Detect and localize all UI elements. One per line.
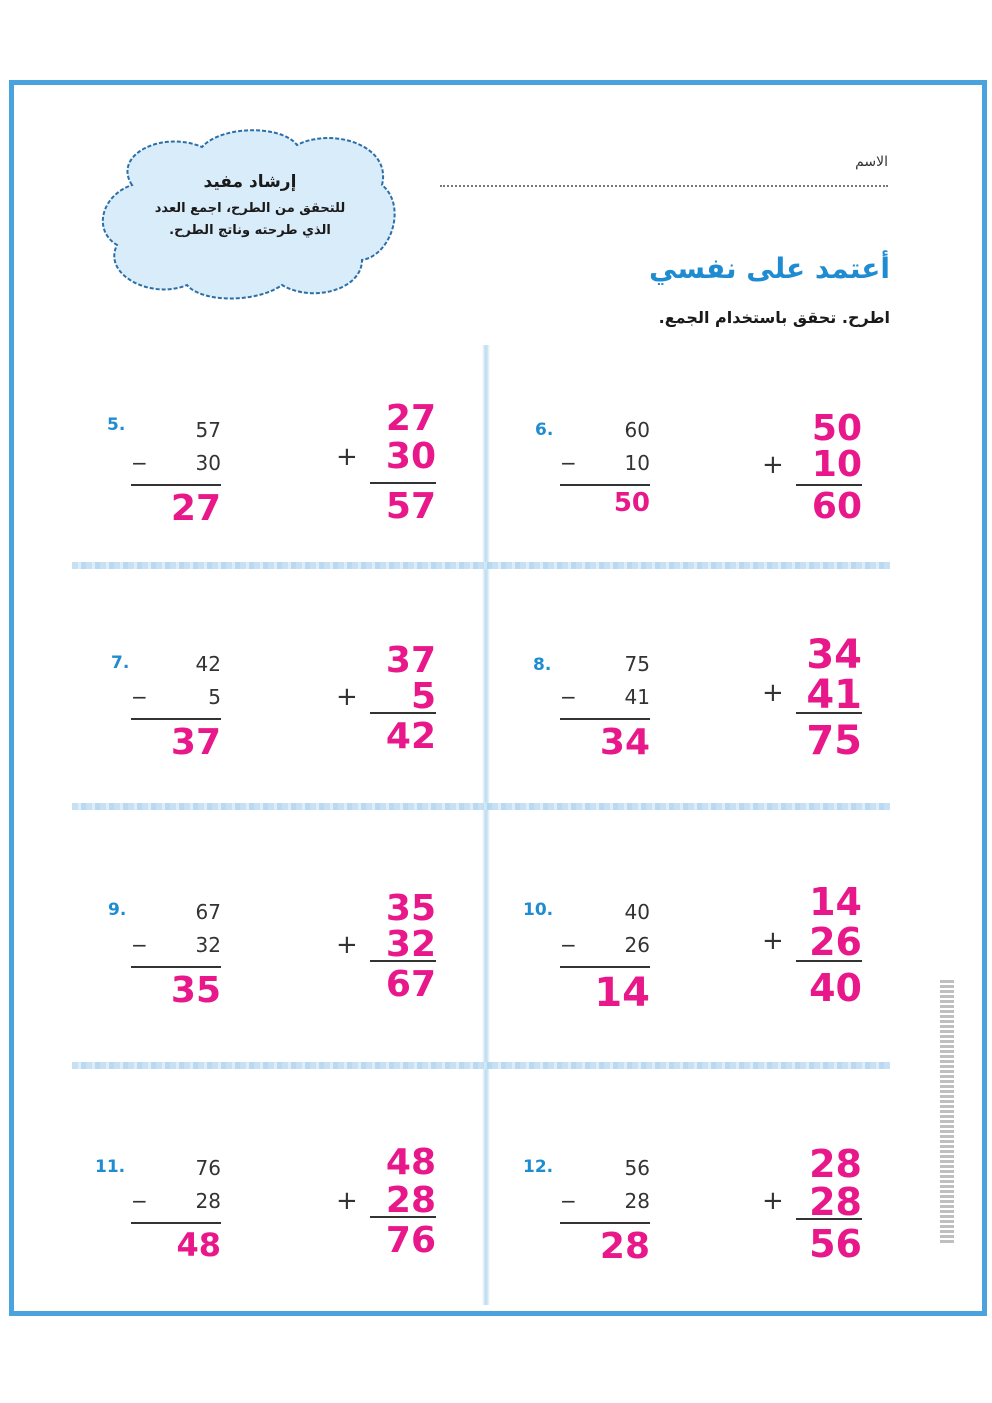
addend-top[interactable]: 14 [809, 880, 862, 924]
minus-sign: − [560, 685, 577, 709]
minuend: 57 [195, 418, 221, 442]
addend-top[interactable]: 48 [385, 1142, 436, 1183]
row-divider [72, 1062, 890, 1069]
addition-check [336, 640, 436, 765]
minuend: 42 [195, 652, 221, 676]
minuend: 40 [624, 900, 650, 924]
addition-check [336, 398, 436, 527]
sum-line [370, 482, 436, 484]
difference-answer[interactable]: 27 [170, 488, 221, 529]
addend-bottom[interactable]: 32 [385, 924, 436, 965]
difference-answer[interactable]: 48 [176, 1226, 221, 1264]
tip-title: إرشاد مفيد [203, 172, 297, 192]
problem-number: 11. [95, 1157, 126, 1177]
minuend: 67 [195, 900, 221, 924]
subtraction-problem [131, 418, 221, 538]
problem-number: 6. [535, 420, 554, 440]
row-divider [72, 562, 890, 569]
addend-bottom[interactable]: 28 [809, 1180, 862, 1224]
subtrahend: 41 [624, 685, 650, 709]
subtraction-problem [131, 1156, 221, 1276]
subtrahend: 32 [195, 933, 221, 957]
plus-sign: + [762, 1186, 784, 1216]
minus-sign: − [131, 451, 148, 475]
addition-check [762, 880, 862, 1010]
addend-top[interactable]: 37 [385, 640, 436, 681]
answer-line [131, 718, 221, 720]
plus-sign: + [762, 450, 784, 480]
sum-answer[interactable]: 56 [809, 1222, 862, 1266]
minus-sign: − [131, 1189, 148, 1213]
plus-sign: + [762, 678, 784, 708]
minuend: 76 [195, 1156, 221, 1180]
sum-line [796, 712, 862, 714]
plus-sign: + [336, 442, 358, 472]
sum-line [796, 1218, 862, 1220]
sum-answer[interactable]: 76 [385, 1220, 436, 1261]
addend-bottom[interactable]: 10 [811, 444, 862, 485]
addition-check [336, 888, 436, 1013]
plus-sign: + [336, 1186, 358, 1216]
plus-sign: + [762, 926, 784, 956]
subtrahend: 28 [624, 1189, 650, 1213]
name-label: الاسم [855, 154, 888, 170]
sum-line [370, 1216, 436, 1218]
addend-top[interactable]: 34 [806, 632, 862, 678]
sum-answer[interactable]: 42 [385, 716, 436, 757]
addend-top[interactable]: 50 [811, 408, 862, 449]
sum-answer[interactable]: 40 [809, 966, 862, 1010]
subtraction-problem [131, 900, 221, 1020]
addend-bottom[interactable]: 26 [809, 920, 862, 964]
minus-sign: − [131, 685, 148, 709]
addend-top[interactable]: 35 [385, 888, 436, 929]
tip-line: الذي طرحته وناتج الطرح. [169, 223, 331, 238]
subtraction-problem [560, 652, 650, 772]
addend-top[interactable]: 28 [809, 1142, 862, 1186]
difference-answer[interactable]: 14 [594, 970, 650, 1016]
instructions: اطرح. تحقق باستخدام الجمع. [658, 308, 890, 327]
subtraction-problem [560, 418, 650, 538]
plus-sign: + [336, 930, 358, 960]
answer-line [560, 1222, 650, 1224]
sum-line [796, 960, 862, 962]
minuend: 56 [624, 1156, 650, 1180]
subtrahend: 28 [195, 1189, 221, 1213]
name-input-line[interactable] [440, 185, 888, 187]
sum-answer[interactable]: 75 [806, 718, 862, 764]
subtraction-problem [131, 652, 221, 772]
sum-answer[interactable]: 60 [811, 486, 862, 527]
minus-sign: − [560, 451, 577, 475]
answer-line [560, 966, 650, 968]
addition-check [762, 1142, 862, 1267]
minus-sign: − [560, 933, 577, 957]
addend-bottom[interactable]: 41 [806, 672, 862, 718]
subtraction-problem [560, 1156, 650, 1276]
problem-number: 5. [107, 415, 126, 435]
sum-line [370, 960, 436, 962]
tip-body [110, 198, 390, 242]
addend-top[interactable]: 27 [385, 398, 436, 439]
subtrahend: 10 [624, 451, 650, 475]
sum-answer[interactable]: 57 [385, 486, 436, 527]
addition-check [336, 1142, 436, 1267]
answer-line [131, 484, 221, 486]
page-title: أعتمد على نفسي [649, 252, 890, 285]
sum-line [370, 712, 436, 714]
answer-line [560, 484, 650, 486]
subtrahend: 5 [208, 685, 221, 709]
addend-bottom[interactable]: 28 [385, 1180, 436, 1221]
answer-line [131, 966, 221, 968]
problem-number: 9. [108, 900, 127, 920]
answer-line [560, 718, 650, 720]
addition-check [762, 632, 862, 764]
sum-answer[interactable]: 67 [385, 964, 436, 1005]
minuend: 60 [624, 418, 650, 442]
addend-bottom[interactable]: 30 [385, 436, 436, 477]
minus-sign: − [131, 933, 148, 957]
minus-sign: − [560, 1189, 577, 1213]
vertical-divider [482, 345, 490, 1305]
plus-sign: + [336, 682, 358, 712]
problem-number: 10. [523, 900, 554, 920]
addend-bottom[interactable]: 5 [410, 676, 436, 717]
answer-line [131, 1222, 221, 1224]
subtrahend: 30 [195, 451, 221, 475]
tip-line: للتحقق من الطرح، اجمع العدد [154, 201, 346, 216]
subtrahend: 26 [624, 933, 650, 957]
copyright-strip [940, 980, 954, 1245]
difference-answer[interactable]: 37 [170, 722, 221, 763]
difference-answer[interactable]: 28 [599, 1226, 650, 1267]
difference-answer[interactable]: 34 [599, 722, 650, 763]
row-divider [72, 803, 890, 810]
addition-check [762, 408, 862, 533]
problem-number: 12. [523, 1157, 554, 1177]
difference-answer[interactable]: 50 [613, 488, 650, 518]
problem-number: 8. [533, 655, 552, 675]
minuend: 75 [624, 652, 650, 676]
problem-number: 7. [111, 653, 130, 673]
difference-answer[interactable]: 35 [170, 970, 221, 1011]
subtraction-problem [560, 900, 650, 1020]
